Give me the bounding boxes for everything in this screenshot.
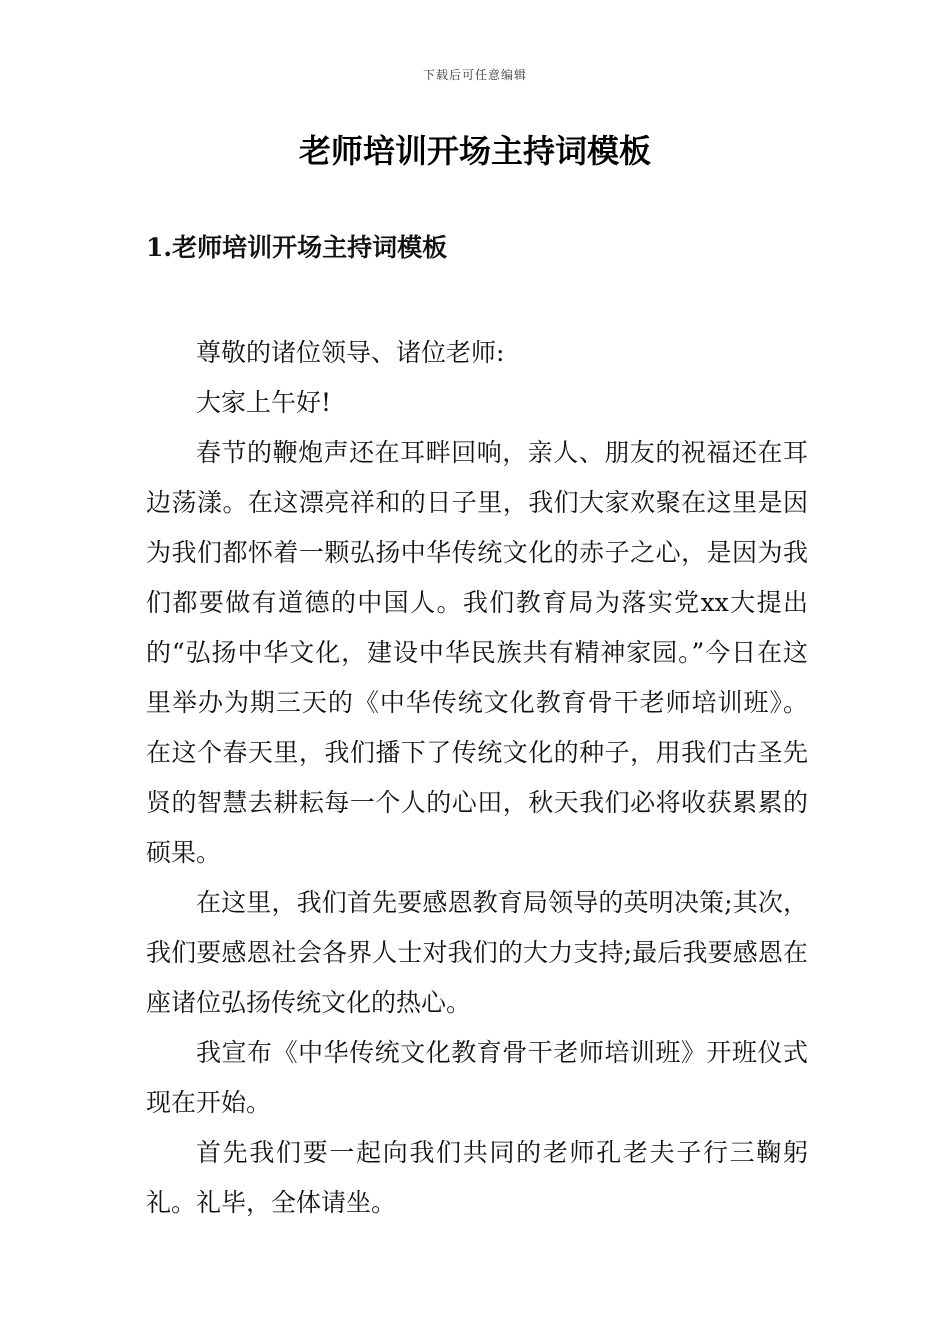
- document-body: [146, 328, 808, 1228]
- body-paragraph: 首先我们要一起向我们共同的老师孔老夫子行三鞠躬礼。礼毕，全体请坐。: [146, 1138, 808, 1217]
- document-title: 老师培训开场主持词模板: [298, 132, 651, 170]
- body-paragraph: 我宣布《中华传统文化教育骨干老师培训班》开班仪式现在开始。: [146, 1038, 808, 1117]
- salutation-paragraph: 尊敬的诸位领导、诸位老师:: [196, 338, 505, 367]
- greeting-paragraph: 大家上午好!: [196, 388, 332, 417]
- header-note: 下载后可任意编辑: [422, 68, 527, 82]
- body-paragraph: 在这里，我们首先要感恩教育局领导的英明决策;其次，我们要感恩社会各界人士对我们的大力支持;最后我要感恩在座诸位弘扬传统文化的热心。: [146, 888, 808, 1017]
- section-heading: 1.老师培训开场主持词模板: [146, 233, 448, 262]
- body-paragraph: 春节的鞭炮声还在耳畔回响，亲人、朋友的祝福还在耳边荡漾。在这漂亮祥和的日子里，我们大家欢聚在这里是因为我们都怀着一颗弘扬中华传统文化的赤子之心，是因为我们都要做有道德的中国人。我们教育局为落实党xx大提出的“弘扬中华文化，建设中华民族共有精神家园。”今日在这里举办为期三天的《中华传统文化教育骨干老师培训班》。在这个春天里，我们播下了传统文化的种子，用我们古圣先贤的智慧去耕耘每一个人的心田，秋天我们必将收获累累的硕果。: [146, 438, 808, 867]
